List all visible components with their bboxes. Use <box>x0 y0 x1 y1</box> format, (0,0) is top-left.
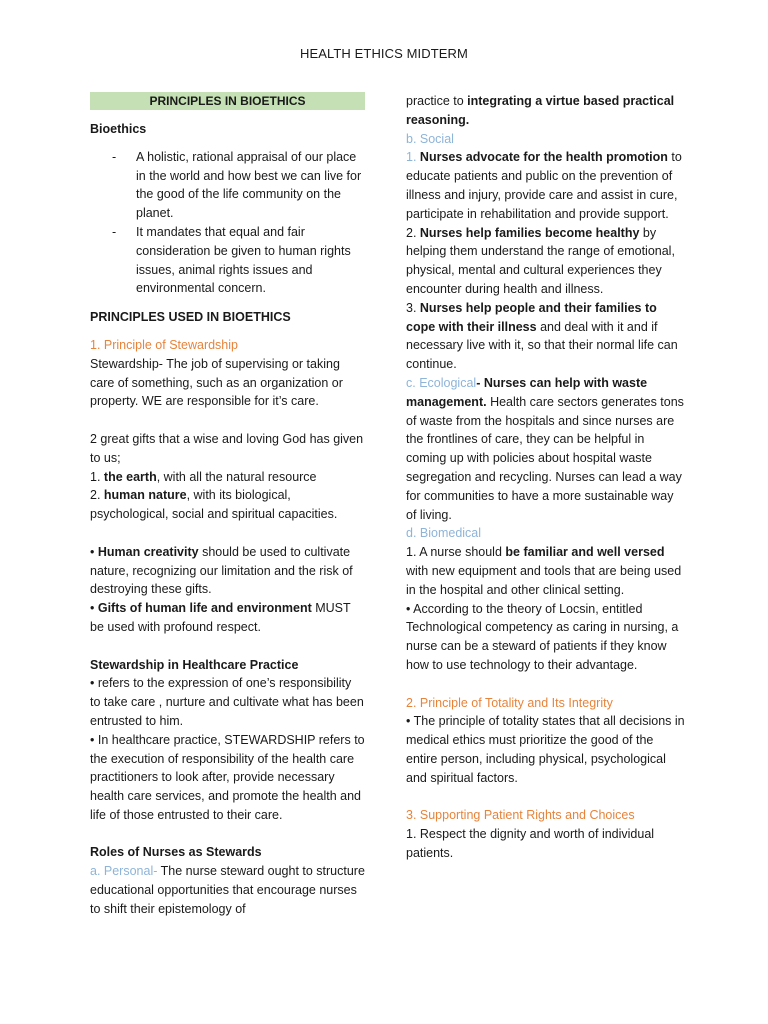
bullet-dot: • <box>90 544 98 559</box>
stewardship-definition: Stewardship- The job of supervising or taking care of something, such as an organization or property. WE are responsible for it’s care. <box>90 356 343 409</box>
creativity-bold: Human creativity <box>97 544 199 559</box>
hc-item-1: • refers to the expression of one’s responsibility to take care , nurture and cultivate what has been entrusted to him. <box>90 676 364 728</box>
continuation-text <box>406 92 686 130</box>
stewardship-hc-heading: Stewardship in Healthcare Practice <box>90 657 299 672</box>
item-rest: by helping them understand the range of emotional, physical, mental and cultural experiences they encounter during health and illness. <box>406 225 675 296</box>
principle-3-text: 1. Respect the dignity and worth of individual patients. <box>406 827 655 860</box>
page-title: HEALTH ETHICS MIDTERM <box>300 46 468 61</box>
gift-bold: the earth <box>100 469 157 484</box>
ecological-role <box>406 374 686 524</box>
social-item-3 <box>406 299 686 374</box>
gift-item-1 <box>90 468 365 487</box>
gift-bold: human nature <box>100 488 187 503</box>
item-rest: to educate patients and public on the prevention of illness and injury, provide care and assist in cure, participate in rehabilitation and provide support. <box>406 150 682 221</box>
social-item-2 <box>406 224 686 299</box>
item-rest: and deal with it and if necessary live with it, so that their normal life can continue. <box>406 319 678 372</box>
dash-marker: - <box>112 149 117 164</box>
left-column <box>90 92 365 919</box>
biomedical-item-1 <box>406 543 686 599</box>
roles-heading: Roles of Nurses as Stewards <box>90 845 262 860</box>
principle-2-heading: 2. Principle of Totality and Its Integrity <box>406 695 613 710</box>
eco-label: c. Ecological <box>406 375 477 390</box>
personal-label: a. Personal- <box>90 864 158 879</box>
biomedical-label: d. Biomedical <box>406 526 482 541</box>
item-num: 3. <box>406 300 420 315</box>
gift-item-2 <box>90 486 365 524</box>
item-bold: Nurses advocate for the health promotion <box>416 150 668 165</box>
biomedical-item-2: • According to the theory of Locsin, entitled Technological competency as caring in nursing, a nurse can be a steward of patients if they know how to use technology to their advantage. <box>406 601 679 672</box>
section-heading: PRINCIPLES IN BIOETHICS <box>90 92 365 110</box>
bioethics-bullet <box>112 223 365 298</box>
bioethics-heading: Bioethics <box>90 122 147 136</box>
cont-plain: practice to <box>406 94 468 108</box>
principles-heading: PRINCIPLES USED IN BIOETHICS <box>90 310 291 325</box>
bullet-text: A holistic, rational appraisal of our place in the world and how best we can live for the good of the life community on the planet. <box>136 149 362 221</box>
personal-role <box>90 862 365 918</box>
creativity-bullet <box>90 543 365 599</box>
item-bold: Nurses help families become healthy <box>419 225 640 240</box>
social-label: b. Social <box>406 131 454 146</box>
principle-2-text: • The principle of totality states that all decisions in medical ethics must prioritize the good of the entire person, including physical, psychological and spiritual factors. <box>406 714 685 785</box>
item-bold: Nurses help people and their families to cope with their illness <box>406 300 657 334</box>
item-num: 2. <box>406 225 420 240</box>
eco-rest: Health care sectors generates tons of waste from the hospitals and since nurses are the frontlines of care, they can be helpful in coming up with policies about hospital waste segregation and recycling. Nurses can lead a way for communities to have a more sustainable way of living. <box>406 394 684 522</box>
item-bold: be familiar and well versed <box>505 545 665 560</box>
gift-rest: , with its biological, psychological, social and spiritual capacities. <box>90 488 338 522</box>
personal-text: The nurse steward ought to structure educational opportunities that encourage nurses to shift their epistemology of <box>90 864 365 916</box>
creativity-rest: should be used to cultivate nature, recognizing our limitation and the risk of destroying these gifts. <box>90 544 353 597</box>
principle-1-heading: 1. Principle of Stewardship <box>90 337 238 352</box>
social-item-1 <box>406 148 686 223</box>
item-plain: 1. A nurse should <box>406 545 506 560</box>
eco-bold: - Nurses can help with waste management. <box>406 375 648 409</box>
gift-rest: , with all the natural resource <box>156 469 317 484</box>
bioethics-bullet <box>112 148 365 223</box>
cont-bold: integrating a virtue based practical reasoning. <box>406 94 675 127</box>
item-rest: with new equipment and tools that are being used in the hospital and other clinical setting. <box>406 563 682 597</box>
dash-marker: - <box>112 224 117 239</box>
item-num: 1. <box>406 150 417 165</box>
bullet-dot: • <box>90 601 98 616</box>
gift-num: 1. <box>90 469 101 484</box>
gifts-bold: Gifts of human life and environment <box>97 601 312 616</box>
principle-3-heading: 3. Supporting Patient Rights and Choices <box>406 808 635 823</box>
gifts-rest: MUST be used with profound respect. <box>90 601 351 634</box>
gifts-intro: 2 great gifts that a wise and loving God has given to us; <box>90 431 364 465</box>
right-column <box>406 92 686 863</box>
hc-item-2: • In healthcare practice, STEWARDSHIP refers to the execution of responsibility of the health care practitioners to look after, provide necessary health care services, and promote the health and life of those entrusted to their care. <box>90 732 365 822</box>
gifts-bullet <box>90 599 365 637</box>
bullet-text: It mandates that equal and fair consideration be given to human rights issues, animal rights issues and environmental concern. <box>136 224 351 296</box>
gift-num: 2. <box>90 488 101 503</box>
